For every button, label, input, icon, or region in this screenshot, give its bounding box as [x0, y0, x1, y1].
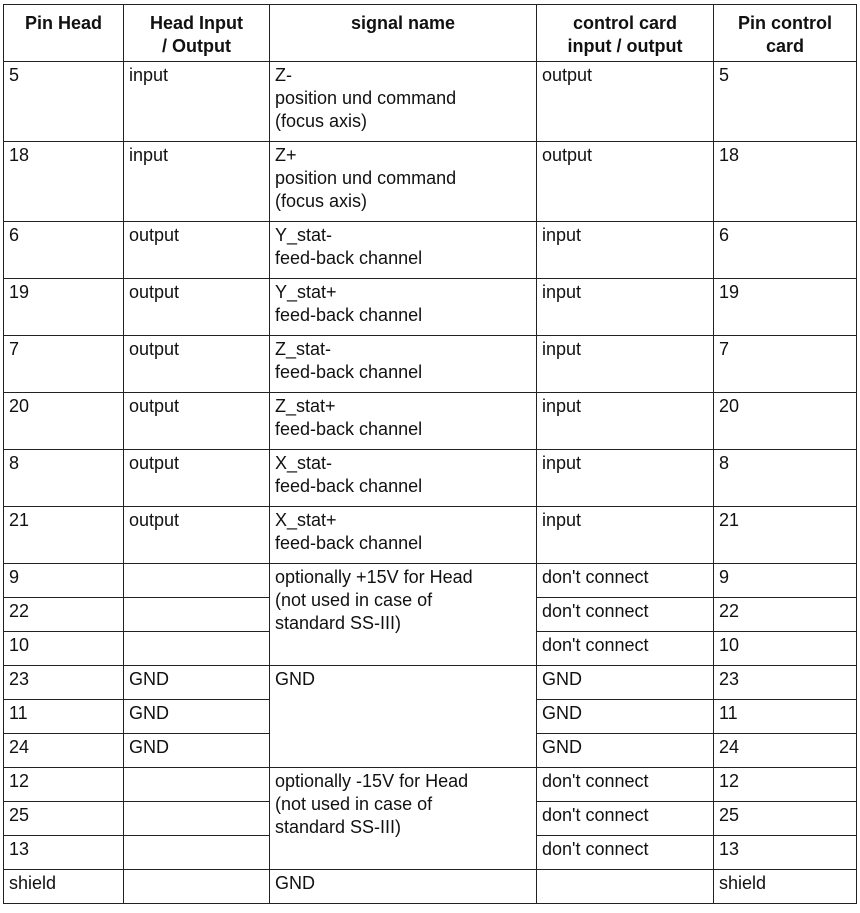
- head-io-cell: [124, 598, 270, 632]
- pin-head-cell: 24: [4, 734, 124, 768]
- table-row: [4, 870, 857, 904]
- signal-name-line: Z_stat-: [275, 339, 332, 359]
- head-io-cell: [124, 802, 270, 836]
- signal-name-cell: [270, 279, 537, 336]
- signal-name-line: GND: [275, 873, 315, 893]
- head-io-cell: input: [124, 142, 270, 222]
- head-io-cell: GND: [124, 734, 270, 768]
- signal-name-cell: [270, 62, 537, 142]
- signal-name-cell: [270, 870, 537, 904]
- pin-card-cell: 13: [714, 836, 857, 870]
- card-io-cell: input: [537, 222, 714, 279]
- signal-name-line: X_stat-: [275, 453, 333, 473]
- signal-name-line: feed-back channel: [275, 305, 423, 325]
- signal-name-line: Z+: [275, 145, 297, 165]
- signal-name-line: (not used in case of: [275, 794, 433, 814]
- pin-head-cell: 18: [4, 142, 124, 222]
- col-header-head-io: Head Input / Output: [124, 5, 270, 62]
- table-row: [4, 507, 857, 564]
- table-row: [4, 450, 857, 507]
- signal-name-line: (not used in case of: [275, 590, 433, 610]
- table-row: [4, 62, 857, 142]
- signal-name-line: Z_stat+: [275, 396, 336, 416]
- card-io-cell: output: [537, 142, 714, 222]
- card-io-cell: don't connect: [537, 802, 714, 836]
- signal-name-line: Z-: [275, 65, 292, 85]
- signal-name-line: feed-back channel: [275, 476, 423, 496]
- head-io-cell: output: [124, 279, 270, 336]
- signal-name-line: Y_stat+: [275, 282, 337, 302]
- header-row: [4, 5, 857, 62]
- pin-head-cell: 7: [4, 336, 124, 393]
- pin-head-cell: 9: [4, 564, 124, 598]
- signal-name-line: optionally -15V for Head: [275, 771, 469, 791]
- card-io-cell: GND: [537, 734, 714, 768]
- pin-head-cell: 8: [4, 450, 124, 507]
- signal-name-line: position und command: [275, 168, 457, 188]
- signal-name-line: optionally +15V for Head: [275, 567, 473, 587]
- card-io-cell: don't connect: [537, 768, 714, 802]
- pin-head-cell: 12: [4, 768, 124, 802]
- table-body: [4, 62, 857, 904]
- col-header-pin-card: Pin control card: [714, 5, 857, 62]
- pin-head-cell: 23: [4, 666, 124, 700]
- head-io-cell: input: [124, 62, 270, 142]
- head-io-cell: [124, 768, 270, 802]
- head-io-cell: [124, 836, 270, 870]
- pin-card-cell: 11: [714, 700, 857, 734]
- table-row: [4, 336, 857, 393]
- card-io-cell: input: [537, 336, 714, 393]
- signal-name-line: (focus axis): [275, 191, 368, 211]
- pin-card-cell: 20: [714, 393, 857, 450]
- table-row: [4, 142, 857, 222]
- table-row: [4, 222, 857, 279]
- signal-name-line: feed-back channel: [275, 419, 423, 439]
- pin-card-cell: 25: [714, 802, 857, 836]
- pin-card-cell: 23: [714, 666, 857, 700]
- card-io-cell: don't connect: [537, 632, 714, 666]
- table-row: [4, 666, 857, 700]
- pin-head-cell: 13: [4, 836, 124, 870]
- signal-name-cell: [270, 222, 537, 279]
- pin-card-cell: 24: [714, 734, 857, 768]
- table-row: [4, 279, 857, 336]
- signal-name-line: position und command: [275, 88, 457, 108]
- signal-name-line: GND: [275, 669, 315, 689]
- pin-card-cell: 6: [714, 222, 857, 279]
- signal-name-cell: [270, 393, 537, 450]
- signal-name-line: standard SS-III): [275, 817, 402, 837]
- signal-name-line: feed-back channel: [275, 362, 423, 382]
- head-io-cell: output: [124, 222, 270, 279]
- pin-card-cell: 21: [714, 507, 857, 564]
- pin-assignment-table: [3, 4, 857, 904]
- pin-head-cell: 21: [4, 507, 124, 564]
- card-io-cell: [537, 870, 714, 904]
- col-header-pin-head: Pin Head: [4, 5, 124, 62]
- card-io-cell: GND: [537, 700, 714, 734]
- pin-head-cell: 5: [4, 62, 124, 142]
- pin-card-cell: 9: [714, 564, 857, 598]
- head-io-cell: output: [124, 450, 270, 507]
- signal-name-line: standard SS-III): [275, 613, 402, 633]
- signal-name-line: (focus axis): [275, 111, 368, 131]
- table-row: [4, 768, 857, 802]
- signal-name-cell: [270, 336, 537, 393]
- head-io-cell: output: [124, 336, 270, 393]
- pin-head-cell: 22: [4, 598, 124, 632]
- pin-card-cell: shield: [714, 870, 857, 904]
- col-header-card-io: control card input / output: [537, 5, 714, 62]
- pin-head-cell: shield: [4, 870, 124, 904]
- signal-name-cell: [270, 666, 537, 768]
- signal-name-line: feed-back channel: [275, 248, 423, 268]
- pin-head-cell: 19: [4, 279, 124, 336]
- head-io-cell: [124, 564, 270, 598]
- head-io-cell: [124, 632, 270, 666]
- signal-name-line: feed-back channel: [275, 533, 423, 553]
- pin-card-cell: 8: [714, 450, 857, 507]
- signal-name-cell: [270, 564, 537, 666]
- pin-head-cell: 20: [4, 393, 124, 450]
- pin-card-cell: 22: [714, 598, 857, 632]
- pin-head-cell: 6: [4, 222, 124, 279]
- card-io-cell: don't connect: [537, 564, 714, 598]
- pin-card-cell: 5: [714, 62, 857, 142]
- card-io-cell: input: [537, 450, 714, 507]
- table-row: [4, 564, 857, 598]
- card-io-cell: don't connect: [537, 836, 714, 870]
- card-io-cell: input: [537, 393, 714, 450]
- pin-card-cell: 7: [714, 336, 857, 393]
- card-io-cell: input: [537, 507, 714, 564]
- col-header-signal-name: signal name: [270, 5, 537, 62]
- signal-name-line: Y_stat-: [275, 225, 333, 245]
- card-io-cell: don't connect: [537, 598, 714, 632]
- head-io-cell: output: [124, 507, 270, 564]
- head-io-cell: [124, 870, 270, 904]
- card-io-cell: output: [537, 62, 714, 142]
- pin-card-cell: 10: [714, 632, 857, 666]
- signal-name-cell: [270, 507, 537, 564]
- pin-card-cell: 12: [714, 768, 857, 802]
- card-io-cell: GND: [537, 666, 714, 700]
- pin-head-cell: 25: [4, 802, 124, 836]
- signal-name-cell: [270, 450, 537, 507]
- signal-name-cell: [270, 768, 537, 870]
- pin-head-cell: 11: [4, 700, 124, 734]
- card-io-cell: input: [537, 279, 714, 336]
- head-io-cell: GND: [124, 700, 270, 734]
- table-row: [4, 393, 857, 450]
- pin-head-cell: 10: [4, 632, 124, 666]
- pin-card-cell: 18: [714, 142, 857, 222]
- pin-card-cell: 19: [714, 279, 857, 336]
- head-io-cell: output: [124, 393, 270, 450]
- table-header: [4, 5, 857, 62]
- head-io-cell: GND: [124, 666, 270, 700]
- signal-name-line: X_stat+: [275, 510, 337, 530]
- signal-name-cell: [270, 142, 537, 222]
